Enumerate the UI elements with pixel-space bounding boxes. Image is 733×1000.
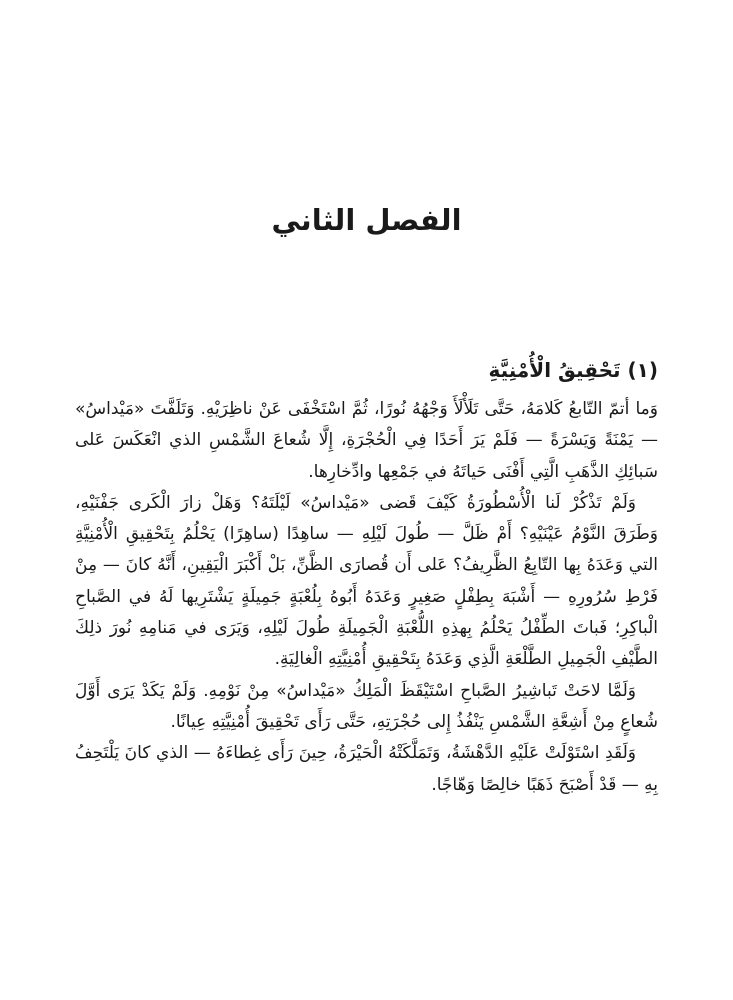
paragraph: وَلَمْ تَذْكُرْ لَنا الْأُسْطُورَةُ كَيْفَ قَضى «مَيْداسُ» لَيْلَتَهُ؟ وَهَلْ زارَ الْكَرى جَفْنَيْهِ، وَطَرَقَ النَّوْمُ عَيْنَيْهِ؟ أَمْ ظَلَّ — طُولَ لَيْلِهِ — ساهِدًا (ساهِرًا) يَحْلُمُ بِتَحْقِيقِ الْأُمْنِيَّةِ التي وَعَدَهُ بِها التّابِعُ الظَّرِيفُ؟ عَلى أَن قُصارَى الظَّنِّ، بَلْ أَكْبَرَ الْيَقِينِ، أَنَّهُ كانَ — مِنْ فَرْطِ سُرُورِهِ — أَشْبَهَ بِطِفْلٍ صَغِيرٍ وَعَدَهُ أَبُوهُ بِلُعْبَةٍ جَمِيلَةٍ يَشْتَرِيها لَهُ في الصَّباحِ الْباكِرِ؛ فَباتَ الطِّفْلُ يَحْلُمُ بِهذِهِ اللُّعْبَةِ الْجَمِيلَةِ طُولَ لَيْلِهِ، وَيَرَى في مَنامِهِ نُورَ ذلِكَ الطَّيْفِ الْجَمِيلِ الطَّلْعَةِ الَّذِي وَعَدَهُ بِتَحْقِيقِ أُمْنِيَّتِهِ الْغالِيَةِ. [75,492,658,670]
chapter-title: الفصل الثاني [271,203,462,237]
paragraph: وَلَمَّا لاحَتْ تَباشِيرُ الصَّباحِ اسْتَيْقَظَ الْمَلِكُ «مَيْداسُ» مِنْ نَوْمِهِ. وَلَمْ يَكَدْ يَرَى أَوَّلَ شُعاعٍ مِنْ أَشِعَّةِ الشَّمْسِ يَنْفُذُ إِلى حُجْرَتِهِ، حَتَّى رَأَى تَحْقِيقَ أُمْنِيَّتِهِ عِيانًا. [75,680,658,732]
paragraph: وَلَقَدِ اسْتَوْلَتْ عَلَيْهِ الدَّهْشَةُ، وَتَمَلَّكَتْهُ الْحَيْرَةُ، حِينَ رَأَى غِطاءَهُ — الذي كانَ يَلْتَحِفُ بِهِ — قَدْ أَصْبَحَ ذَهَبًا خالِصًا وَهّاجًا. [75,743,658,795]
chapter-body [75,353,658,801]
section-heading: (١) تَحْقِيقُ الْأُمْنِيَّةِ [488,358,658,382]
paragraph: وَما أتمّ التّابعُ كَلامَهُ، حَتَّى تَلَأْلَأَ وَجْهُهُ نُورًا، ثُمَّ اسْتَخْفَى عَنْ ناظِرَيْهِ. وَتَلَفَّتَ «مَيْداسُ» — يَمْنَةً وَيَسْرَةً — فَلَمْ يَرَ أَحَدًا فِي الْحُجْرَةِ، إِلَّا شُعاعَ الشَّمْسِ الذي انْعَكَسَ عَلى سَبائِكِ الذَّهَبِ الَّتِي أَفْنَى حَياتَهُ في جَمْعِها وادِّخارِها. [75,399,658,482]
